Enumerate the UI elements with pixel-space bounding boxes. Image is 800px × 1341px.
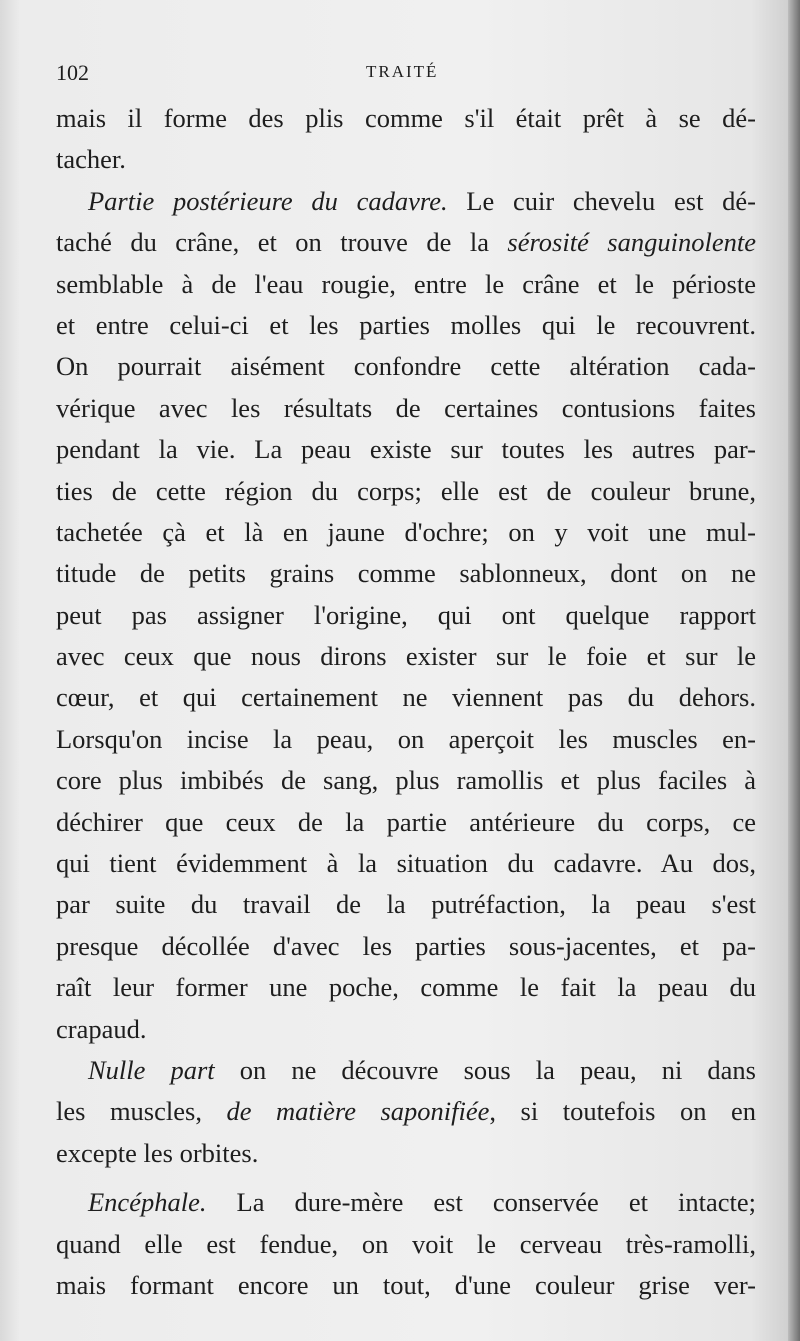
text-line: [56, 429, 756, 470]
page-number: 102: [56, 60, 89, 85]
text-line: [56, 222, 756, 263]
text-run: tachetée çà et là en jaune d'ochre; on y voit une mul-: [56, 516, 756, 547]
page-edge-shadow: [788, 0, 800, 1341]
text-run: , si toutefois on en: [489, 1096, 757, 1127]
body-text: [56, 98, 756, 1306]
text-line: [56, 926, 756, 967]
text-run: tacher.: [56, 144, 126, 175]
running-title: TRAITÉ: [366, 62, 439, 81]
text-run: La dure-mère est conservée et intacte;: [206, 1187, 756, 1218]
text-line: [56, 1009, 756, 1050]
text-line: [56, 139, 756, 180]
text-line: [56, 802, 756, 843]
text-run: avec ceux que nous dirons exister sur le foie et sur le: [56, 641, 756, 672]
text-run: taché du crâne, et on trouve de la: [56, 227, 508, 258]
text-line: [56, 388, 756, 429]
text-run: On pourrait aisément confondre cette altération cada-: [56, 351, 756, 382]
text-line: [56, 1133, 756, 1174]
text-run: titude de petits grains comme sablonneux, dont on ne: [56, 558, 756, 589]
text-run: raît leur former une poche, comme le fait la peau du: [56, 972, 756, 1003]
text-run: cœur, et qui certainement ne viennent pas du dehors.: [56, 682, 756, 713]
italic-text: Partie postérieure du cadavre.: [88, 185, 448, 216]
italic-text: Nulle part: [88, 1054, 215, 1085]
text-run: Lorsqu'on incise la peau, on aperçoit les muscles en-: [56, 723, 756, 754]
text-line: [56, 553, 756, 594]
text-run: les muscles,: [56, 1096, 227, 1127]
text-run: excepte les orbites.: [56, 1137, 259, 1168]
italic-text: Encéphale.: [88, 1187, 207, 1218]
text-line: [56, 595, 756, 636]
text-run: on ne découvre sous la peau, ni dans: [214, 1054, 756, 1085]
italic-text: sérosité sanguinolente: [507, 227, 756, 258]
italic-text: de matière saponifiée: [226, 1096, 490, 1127]
text-run: ties de cette région du corps; elle est de couleur brune,: [56, 475, 756, 506]
text-run: core plus imbibés de sang, plus ramollis et plus faciles à: [56, 765, 756, 796]
text-run: presque décollée d'avec les parties sous-jacentes, et pa-: [56, 930, 756, 961]
paragraph-gap: [56, 1174, 756, 1182]
text-run: et entre celui-ci et les parties molles qui le recouvrent.: [56, 309, 756, 340]
text-run: Le cuir chevelu est dé-: [447, 185, 756, 216]
text-line: [56, 760, 756, 801]
text-line: [56, 346, 756, 387]
text-run: pendant la vie. La peau existe sur toutes les autres par-: [56, 434, 756, 465]
text-run: quand elle est fendue, on voit le cerveau très-ramolli,: [56, 1228, 756, 1259]
page-header: [56, 56, 756, 92]
text-line: [56, 471, 756, 512]
text-run: mais il forme des plis comme s'il était prêt à se dé-: [56, 103, 756, 133]
text-line: [56, 677, 756, 718]
text-line: [56, 512, 756, 553]
text-run: peut pas assigner l'origine, qui ont quelque rapport: [56, 599, 756, 630]
text-line: [56, 1091, 756, 1132]
text-line: [56, 967, 756, 1008]
text-line: [56, 719, 756, 760]
text-line: [56, 264, 756, 305]
text-run: qui tient évidemment à la situation du cadavre. Au dos,: [56, 848, 756, 879]
text-run: vérique avec les résultats de certaines contusions faites: [56, 392, 756, 423]
text-line: [56, 1050, 756, 1091]
text-run: semblable à de l'eau rougie, entre le crâne et le périoste: [56, 268, 756, 299]
text-line: [56, 1224, 756, 1265]
text-run: par suite du travail de la putréfaction, la peau s'est: [56, 889, 756, 920]
text-line: [56, 843, 756, 884]
text-run: déchirer que ceux de la partie antérieure du corps, ce: [56, 806, 756, 837]
text-line: [56, 1182, 756, 1223]
text-line: [56, 305, 756, 346]
text-line: [56, 98, 756, 139]
text-line: [56, 884, 756, 925]
text-line: [56, 181, 756, 222]
text-run: mais formant encore un tout, d'une couleur grise ver-: [56, 1269, 756, 1300]
text-run: crapaud.: [56, 1013, 147, 1044]
text-line: [56, 636, 756, 677]
text-line: [56, 1265, 756, 1306]
